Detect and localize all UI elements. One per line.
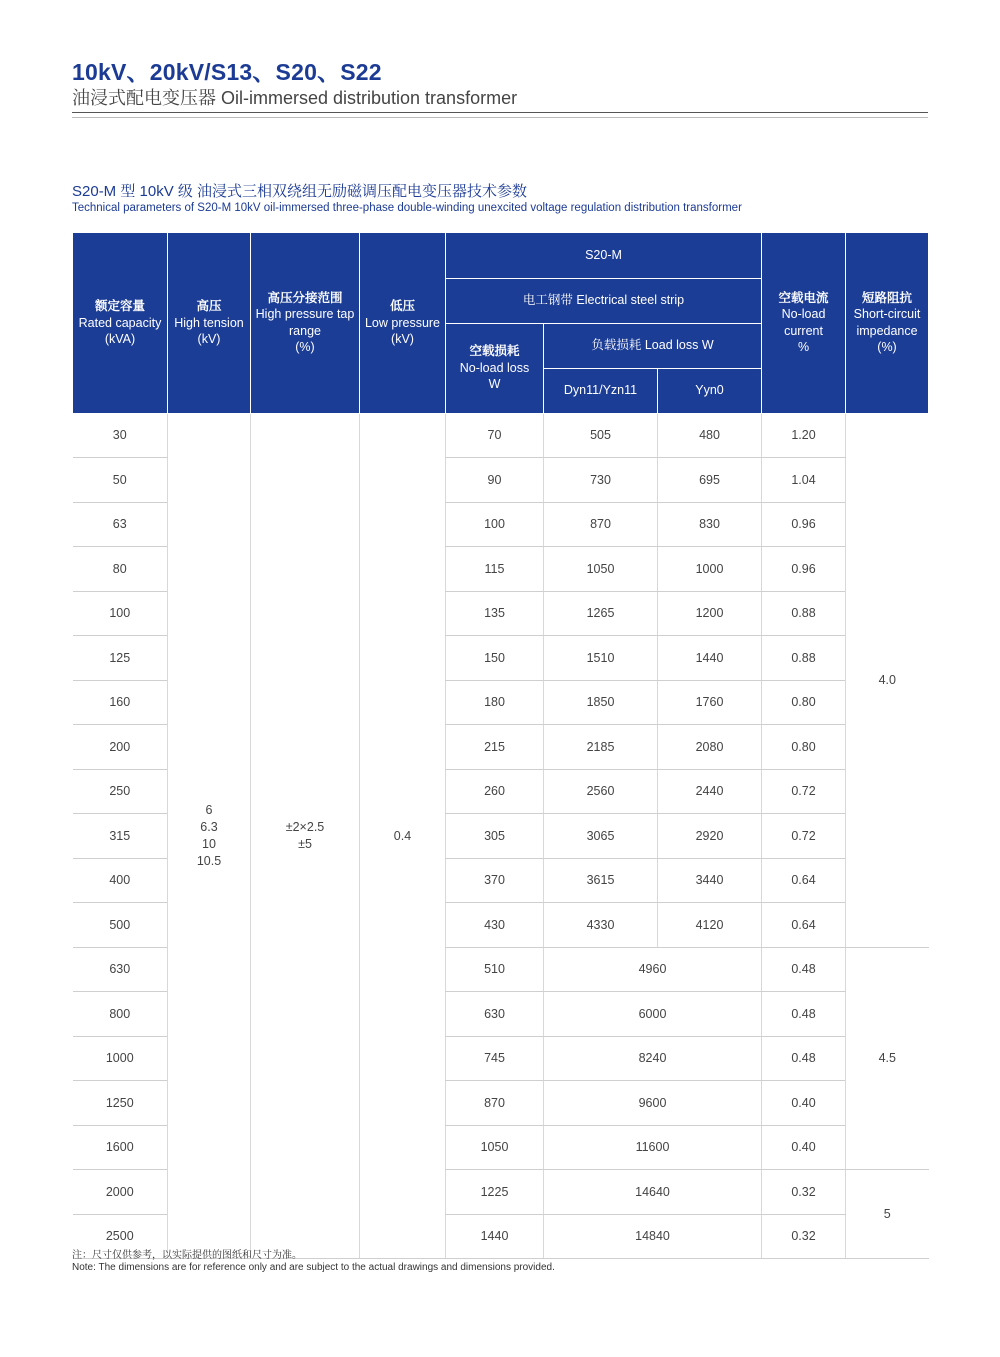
cell-no-load-loss: 430 (446, 903, 544, 948)
cell-impedance: 4.0 (846, 413, 929, 947)
cell-no-load-current: 0.88 (762, 636, 846, 681)
cell-no-load-loss: 870 (446, 1081, 544, 1126)
cell-no-load-loss: 215 (446, 725, 544, 770)
cell-no-load-current: 0.88 (762, 591, 846, 636)
cell-no-load-current: 0.32 (762, 1214, 846, 1259)
cell-load-loss-yyn: 1760 (658, 680, 762, 725)
cell-load-loss-dyn: 505 (544, 413, 658, 458)
cell-no-load-current: 0.48 (762, 947, 846, 992)
cell-no-load-current: 0.48 (762, 1036, 846, 1081)
table-header (73, 233, 929, 413)
cell-load-loss: 11600 (544, 1125, 762, 1170)
col-rated-capacity: 额定容量 Rated capacity (kVA) (73, 233, 168, 413)
cell-load-loss-yyn: 3440 (658, 858, 762, 903)
cell-capacity: 125 (73, 636, 168, 681)
col-load-loss: 负载损耗 Load loss W (544, 323, 762, 368)
cell-load-loss-dyn: 1850 (544, 680, 658, 725)
cell-no-load-current: 0.80 (762, 725, 846, 770)
cell-no-load-current: 0.72 (762, 814, 846, 859)
cell-load-loss-dyn: 730 (544, 458, 658, 503)
cell-capacity: 500 (73, 903, 168, 948)
cell-load-loss-dyn: 2185 (544, 725, 658, 770)
col-no-load-loss: 空载损耗 No-load loss W (446, 323, 544, 413)
cell-no-load-current: 1.20 (762, 413, 846, 458)
table-title-cn: S20-M 型 10kV 级 油浸式三相双绕组无励磁调压配电变压器技术参数 (72, 183, 528, 200)
cell-load-loss-dyn: 4330 (544, 903, 658, 948)
cell-capacity: 2500 (73, 1214, 168, 1259)
cell-no-load-loss: 1225 (446, 1170, 544, 1215)
title-divider (72, 112, 928, 113)
col-no-load-current: 空载电流 No-load current % (762, 233, 846, 413)
cell-capacity: 800 (73, 992, 168, 1037)
cell-load-loss: 14640 (544, 1170, 762, 1215)
cell-no-load-current: 0.80 (762, 680, 846, 725)
col-tap-range: 高压分接范围 High pressure tap range (%) (251, 233, 360, 413)
cell-load-loss-yyn: 4120 (658, 903, 762, 948)
cell-load-loss-yyn: 2440 (658, 769, 762, 814)
cell-load-loss-dyn: 1050 (544, 547, 658, 592)
cell-no-load-loss: 100 (446, 502, 544, 547)
cell-no-load-current: 1.04 (762, 458, 846, 503)
cell-no-load-current: 0.40 (762, 1125, 846, 1170)
cell-capacity: 400 (73, 858, 168, 903)
page-subtitle: 油浸式配电变压器 Oil-immersed distribution transformer (72, 88, 518, 108)
cell-no-load-current: 0.48 (762, 992, 846, 1037)
cell-capacity: 630 (73, 947, 168, 992)
col-dyn: Dyn11/Yzn11 (544, 368, 658, 413)
cell-load-loss-yyn: 1000 (658, 547, 762, 592)
cell-no-load-current: 0.96 (762, 547, 846, 592)
cell-high-tension: 6 6.3 10 10.5 (168, 413, 251, 1259)
cell-load-loss-yyn: 1200 (658, 591, 762, 636)
cell-load-loss: 8240 (544, 1036, 762, 1081)
cell-load-loss-dyn: 1510 (544, 636, 658, 681)
cell-capacity: 50 (73, 458, 168, 503)
cell-capacity: 1600 (73, 1125, 168, 1170)
cell-impedance: 5 (846, 1170, 929, 1259)
cell-load-loss-yyn: 480 (658, 413, 762, 458)
note-en: Note: The dimensions are for reference only and are subject to the actual drawings and dimensions provided. (72, 1262, 555, 1273)
cell-no-load-current: 0.64 (762, 903, 846, 948)
col-impedance: 短路阻抗 Short-circuit impedance (%) (846, 233, 929, 413)
cell-no-load-loss: 90 (446, 458, 544, 503)
table-body (73, 413, 929, 1259)
cell-no-load-loss: 630 (446, 992, 544, 1037)
note-cn: 注：尺寸仅供参考，以实际提供的图纸和尺寸为准。 (72, 1250, 302, 1261)
cell-load-loss-dyn: 2560 (544, 769, 658, 814)
spec-table (72, 233, 929, 1259)
cell-load-loss-yyn: 695 (658, 458, 762, 503)
cell-capacity: 80 (73, 547, 168, 592)
cell-no-load-loss: 305 (446, 814, 544, 859)
cell-no-load-loss: 1050 (446, 1125, 544, 1170)
cell-no-load-loss: 745 (446, 1036, 544, 1081)
cell-impedance: 4.5 (846, 947, 929, 1170)
cell-no-load-loss: 510 (446, 947, 544, 992)
cell-load-loss-dyn: 1265 (544, 591, 658, 636)
cell-load-loss-yyn: 2080 (658, 725, 762, 770)
cell-capacity: 30 (73, 413, 168, 458)
col-low-pressure: 低压 Low pressure (kV) (360, 233, 446, 413)
cell-load-loss-yyn: 830 (658, 502, 762, 547)
cell-capacity: 250 (73, 769, 168, 814)
col-model: S20-M (446, 233, 762, 278)
table-title-en: Technical parameters of S20-M 10kV oil-immersed three-phase double-winding unexcited voltage regulation distribution transformer (72, 202, 742, 214)
title-divider-secondary (72, 117, 928, 118)
cell-no-load-current: 0.96 (762, 502, 846, 547)
cell-capacity: 200 (73, 725, 168, 770)
table-row (73, 413, 929, 458)
cell-capacity: 160 (73, 680, 168, 725)
col-high-tension: 高压 High tension (kV) (168, 233, 251, 413)
cell-tap-range: ±2×2.5 ±5 (251, 413, 360, 1259)
cell-no-load-current: 0.64 (762, 858, 846, 903)
cell-capacity: 1250 (73, 1081, 168, 1126)
cell-load-loss-dyn: 3065 (544, 814, 658, 859)
col-yyn: Yyn0 (658, 368, 762, 413)
cell-no-load-loss: 135 (446, 591, 544, 636)
col-steel-strip: 电工钢带 Electrical steel strip (446, 278, 762, 323)
cell-capacity: 63 (73, 502, 168, 547)
cell-load-loss-dyn: 3615 (544, 858, 658, 903)
cell-no-load-loss: 115 (446, 547, 544, 592)
cell-capacity: 315 (73, 814, 168, 859)
cell-load-loss-dyn: 870 (544, 502, 658, 547)
cell-capacity: 100 (73, 591, 168, 636)
cell-capacity: 2000 (73, 1170, 168, 1215)
cell-capacity: 1000 (73, 1036, 168, 1081)
cell-no-load-loss: 260 (446, 769, 544, 814)
cell-load-loss: 6000 (544, 992, 762, 1037)
cell-no-load-loss: 180 (446, 680, 544, 725)
cell-no-load-current: 0.40 (762, 1081, 846, 1126)
page-title: 10kV、20kV/S13、S20、S22 (72, 59, 382, 85)
cell-load-loss-yyn: 2920 (658, 814, 762, 859)
cell-load-loss-yyn: 1440 (658, 636, 762, 681)
cell-no-load-loss: 1440 (446, 1214, 544, 1259)
cell-no-load-current: 0.72 (762, 769, 846, 814)
cell-load-loss: 14840 (544, 1214, 762, 1259)
cell-no-load-current: 0.32 (762, 1170, 846, 1215)
cell-no-load-loss: 370 (446, 858, 544, 903)
cell-no-load-loss: 150 (446, 636, 544, 681)
cell-low-pressure: 0.4 (360, 413, 446, 1259)
cell-no-load-loss: 70 (446, 413, 544, 458)
cell-load-loss: 9600 (544, 1081, 762, 1126)
cell-load-loss: 4960 (544, 947, 762, 992)
